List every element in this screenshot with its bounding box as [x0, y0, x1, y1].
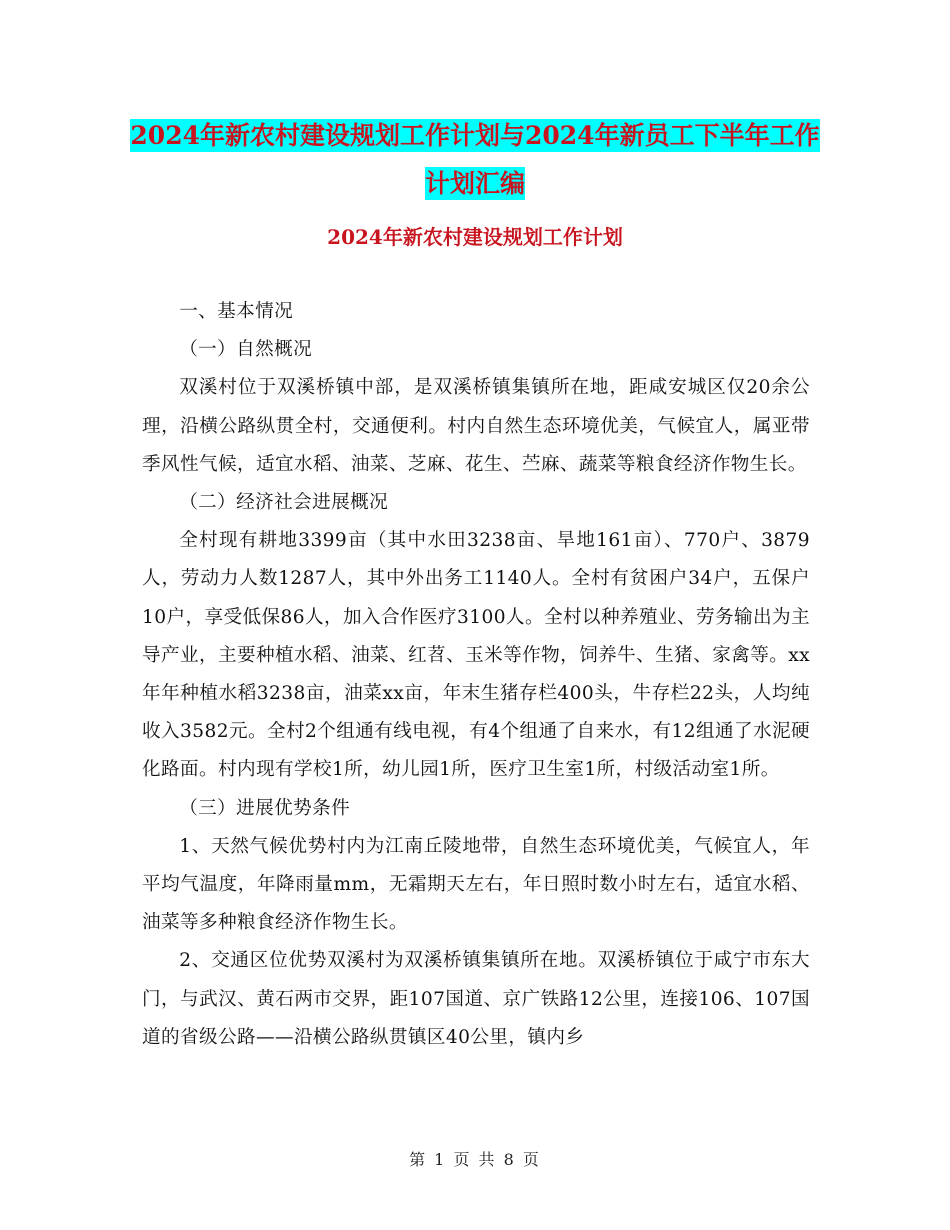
- main-title-text: 2024年新农村建设规划工作计划与2024年新员工下半年工作计划汇编: [130, 121, 820, 198]
- subheading-advantages: （三）进展优势条件: [179, 797, 351, 819]
- heading-basic-situation: 一、基本情况: [179, 301, 294, 322]
- paragraph-climate-advantage: 1、天然气候优势村内为江南丘陵地带，自然生态环境优美，气候宜人，年平均气温度，年降雨量mm，无霜期天左右，年日照时数小时左右，适宜水稻、油菜等多种粮食经济作物生长。: [142, 835, 810, 934]
- section-title: 2024年新农村建设规划工作计划: [327, 225, 623, 249]
- paragraph-natural-overview: 双溪村位于双溪桥镇中部，是双溪桥镇集镇所在地，距咸安城区仅20余公理，沿横公路纵贯全村，交通便利。村内自然生态环境优美，气候宜人，属亚带季风性气候，适宜水稻、油菜、芝麻、花生、苎麻、蔬菜等粮食经济作物生长。: [142, 377, 810, 475]
- paragraph-traffic-advantage: 2、交通区位优势双溪村为双溪桥镇集镇所在地。双溪桥镇位于咸宁市东大门，与武汉、黄石两市交界，距107国道、京广铁路12公里，连接106、107国道的省级公路——沿横公路纵贯镇区40公里，镇内乡: [142, 950, 810, 1048]
- document-main-title: [120, 112, 830, 208]
- subheading-natural-overview: （一）自然概况: [179, 339, 313, 361]
- page-footer: 第 1 页 共 8 页: [409, 1150, 541, 1169]
- document-body: [142, 293, 810, 1057]
- paragraph-economic-overview: 全村现有耕地3399亩（其中水田3238亩、旱地161亩）、770户、3879人，劳动力人数1287人，其中外出务工1140人。全村有贫困户34户，五保户10户，享受低保86人，加入合作医疗3100人。全村以种养殖业、劳务输出为主导产业，主要种植水稻、油菜、红苕、玉米等作物，饲养牛、生猪、家禽等。xx年年种植水稻3238亩，油菜xx亩，年末生猪存栏400头，牛存栏22头，人均纯收入3582元。全村2个组通有线电视，有4个组通了自来水，有12组通了水泥硬化路面。村内现有学校1所，幼儿园1所，医疗卫生室1所，村级活动室1所。: [142, 530, 810, 781]
- subheading-economic-overview: （二）经济社会进展概况: [179, 492, 389, 514]
